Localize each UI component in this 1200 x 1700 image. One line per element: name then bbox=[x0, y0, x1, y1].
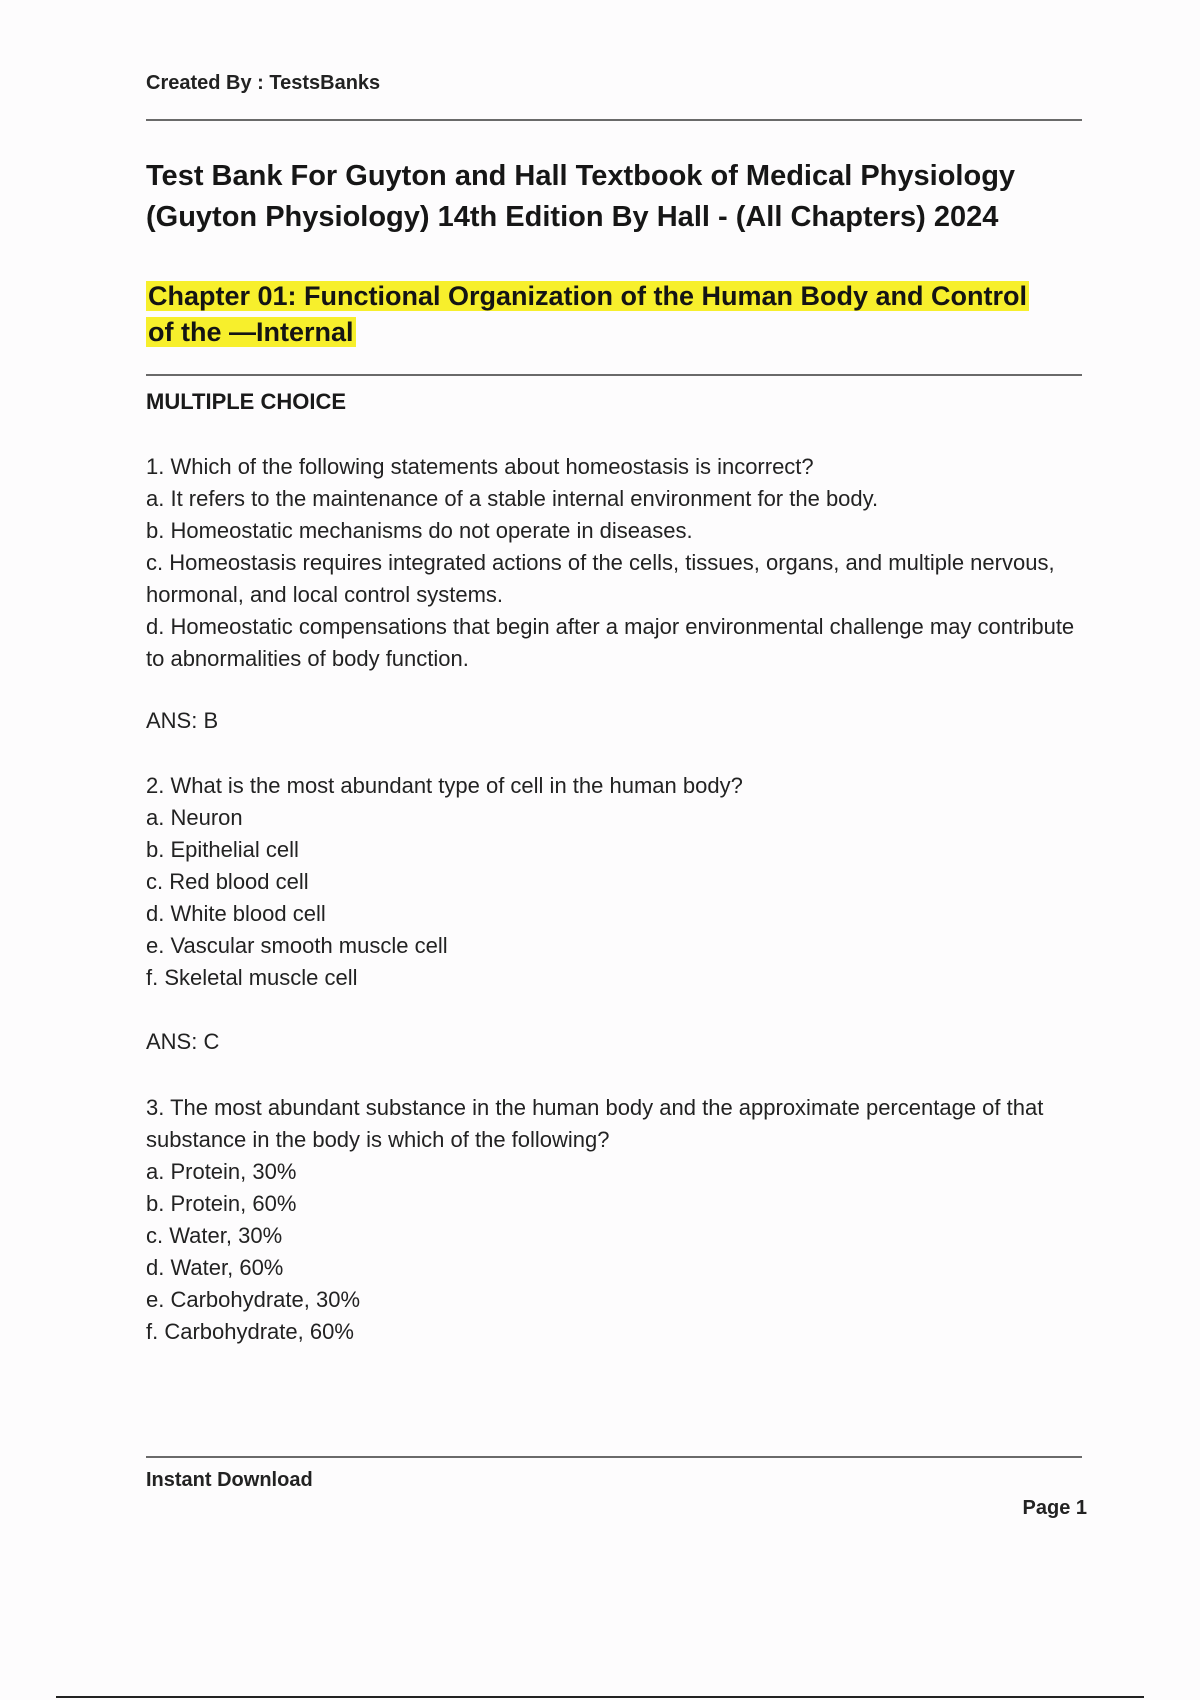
answer-option: d. White blood cell bbox=[146, 901, 326, 926]
answer-option: c. Water, 30% bbox=[146, 1223, 283, 1248]
creator-label: Created By : TestsBanks bbox=[146, 72, 381, 94]
chapter-heading bbox=[146, 278, 1096, 350]
title-line: (Guyton Physiology) 14th Edition By Hall - (All Chapters) 2024 bbox=[146, 201, 999, 233]
answer-option: f. Skeletal muscle cell bbox=[146, 965, 358, 990]
answer-option: a. Neuron bbox=[146, 805, 243, 830]
document-title bbox=[146, 156, 1096, 238]
chapter-line: of the —Internal bbox=[148, 317, 354, 347]
header-divider bbox=[146, 119, 1082, 121]
question-block bbox=[146, 770, 1096, 994]
answer-option: d. Water, 60% bbox=[146, 1255, 284, 1280]
question-text: 2. What is the most abundant type of cell in the human body? bbox=[146, 773, 743, 798]
footer-label: Instant Download bbox=[146, 1469, 313, 1491]
answer-option: b. Protein, 60% bbox=[146, 1191, 297, 1216]
question-text: 3. The most abundant substance in the human body and the approximate percentage of that substance in the body is which of the following? bbox=[146, 1095, 1044, 1152]
chapter-line: Chapter 01: Functional Organization of the Human Body and Control bbox=[148, 281, 1028, 311]
footer-divider bbox=[146, 1456, 1082, 1458]
answer-option: b. Homeostatic mechanisms do not operate in diseases. bbox=[146, 518, 693, 543]
chapter-divider bbox=[146, 374, 1082, 376]
answer-key: ANS: B bbox=[146, 708, 219, 733]
answer-option: f. Carbohydrate, 60% bbox=[146, 1319, 354, 1344]
answer-option: e. Carbohydrate, 30% bbox=[146, 1287, 361, 1312]
answer-option: c. Homeostasis requires integrated actions of the cells, tissues, organs, and multiple nervous, hormonal, and local control systems. bbox=[146, 550, 1055, 607]
answer-option: a. It refers to the maintenance of a stable internal environment for the body. bbox=[146, 486, 879, 511]
page-number: Page 1 bbox=[1022, 1497, 1087, 1519]
answer-key: ANS: C bbox=[146, 1029, 220, 1054]
title-line: Test Bank For Guyton and Hall Textbook of Medical Physiology bbox=[146, 160, 1016, 192]
page-bottom-edge bbox=[56, 1696, 1144, 1698]
question-block bbox=[146, 451, 1096, 675]
question-text: 1. Which of the following statements about homeostasis is incorrect? bbox=[146, 454, 814, 479]
answer-option: c. Red blood cell bbox=[146, 869, 309, 894]
answer-option: a. Protein, 30% bbox=[146, 1159, 297, 1184]
section-heading: MULTIPLE CHOICE bbox=[146, 389, 347, 414]
answer-option: d. Homeostatic compensations that begin after a major environmental challenge may contribute to abnormalities of body function. bbox=[146, 614, 1075, 671]
answer-option: e. Vascular smooth muscle cell bbox=[146, 933, 448, 958]
question-block bbox=[146, 1092, 1096, 1348]
answer-option: b. Epithelial cell bbox=[146, 837, 299, 862]
